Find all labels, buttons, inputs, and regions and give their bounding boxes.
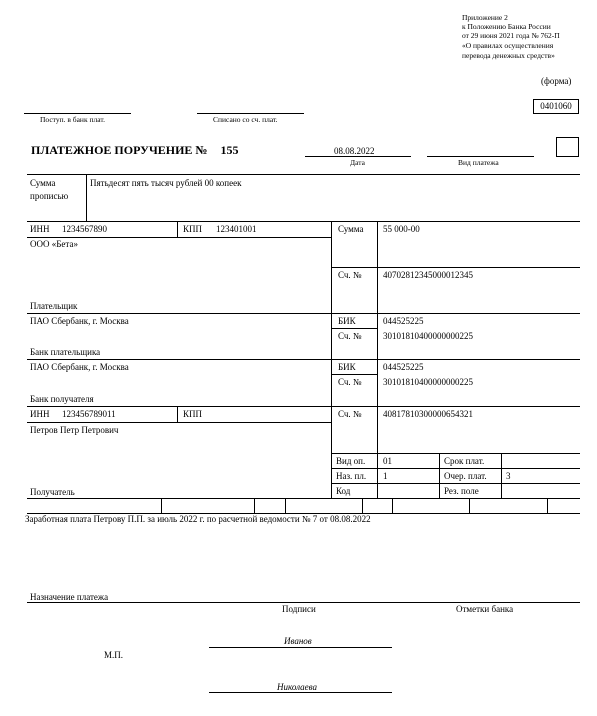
payer-kpp-label: КПП: [183, 224, 203, 234]
op-type: 01: [383, 456, 392, 466]
grid-line: [27, 221, 580, 222]
recipient-account: 40817810300000654321: [383, 409, 473, 419]
appendix-line-3: от 29 июня 2021 года № 762-П: [462, 31, 560, 40]
bank-marks-label: Отметки банка: [456, 604, 514, 614]
recipient-kpp-label: КПП: [183, 409, 203, 419]
grid-line: [285, 498, 286, 513]
amount-words-divider: [86, 174, 87, 221]
grid-line: [547, 498, 548, 513]
purpose-text: Заработная плата Петрову П.П. за июль 2022 г. по расчетной ведомости № 7 от 08.08.2022: [25, 514, 371, 524]
signature-1: Иванов: [284, 636, 312, 646]
grid-line: [501, 453, 502, 498]
date-value: 08.08.2022: [334, 146, 375, 156]
payment-type-label: Вид платежа: [458, 158, 499, 167]
recipient-inn: 123456789011: [62, 409, 116, 419]
grid-line: [161, 498, 162, 513]
appendix-line-5: перевода денежных средств»: [462, 51, 555, 60]
payer-bank-account-label: Сч. №: [338, 331, 362, 341]
form-code: 0401060: [540, 101, 572, 111]
signature-1-line: [209, 647, 392, 648]
payer-account: 40702812345000012345: [383, 270, 473, 280]
date-label: Дата: [350, 158, 365, 167]
amount-words-label-1: Сумма: [30, 178, 56, 188]
amount-value: 55 000-00: [383, 224, 420, 234]
payer-kpp: 123401001: [216, 224, 257, 234]
payer-bank-bik: 044525225: [383, 316, 424, 326]
purpose-bottom-line: [27, 602, 580, 603]
grid-line: [469, 498, 470, 513]
purpose-code: 1: [383, 471, 388, 481]
grid-line: [177, 221, 178, 237]
form-code-box: [533, 99, 579, 114]
recipient-caption: Получатель: [30, 487, 75, 497]
signatures-label: Подписи: [282, 604, 316, 614]
debited-line: [197, 113, 304, 114]
title-text: ПЛАТЕЖНОЕ ПОРУЧЕНИЕ №: [31, 143, 208, 157]
grid-line: [331, 483, 580, 484]
purpose-caption: Назначение платежа: [30, 592, 109, 602]
recipient-bank-bik: 044525225: [383, 362, 424, 372]
grid-line: [331, 328, 377, 329]
payer-caption: Плательщик: [30, 301, 78, 311]
signature-2: Николаева: [277, 682, 318, 692]
payer-bank-name: ПАО Сбербанк, г. Москва: [30, 316, 129, 326]
form-label: (форма): [541, 76, 572, 86]
stamp-label: М.П.: [104, 650, 124, 660]
recipient-bank-caption: Банк получателя: [30, 394, 94, 404]
grid-line: [331, 267, 580, 268]
appendix-line-1: Приложение 2: [462, 13, 508, 22]
document-title: [31, 143, 238, 158]
purpose-code-label: Наз. пл.: [336, 471, 367, 481]
grid-line: [27, 498, 580, 499]
received-line: [24, 113, 131, 114]
payer-inn-label: ИНН: [30, 224, 50, 234]
recipient-bank-bik-label: БИК: [338, 362, 356, 372]
grid-line: [27, 313, 580, 314]
grid-line: [331, 453, 580, 454]
amount-label: Сумма: [338, 224, 364, 234]
amount-words: Пятьдесят пять тысяч рублей 00 копеек: [90, 178, 242, 188]
recipient-inn-label: ИНН: [30, 409, 50, 419]
debited-label: Списано со сч. плат.: [213, 115, 278, 124]
document-number: 155: [220, 143, 239, 157]
payer-bank-caption: Банк плательщика: [30, 347, 101, 357]
grid-line: [392, 498, 393, 513]
recipient-bank-name: ПАО Сбербанк, г. Москва: [30, 362, 129, 372]
priority-label: Очер. плат.: [444, 471, 487, 481]
grid-line: [27, 237, 332, 238]
recipient-bank-corr-account: 30101810400000000225: [383, 377, 473, 387]
status-box: [556, 137, 579, 157]
appendix-line-2: к Положению Банка России: [462, 22, 551, 31]
payer-inn: 1234567890: [62, 224, 107, 234]
grid-line: [27, 422, 332, 423]
amount-words-label-2: прописью: [30, 191, 69, 201]
payer-name: ООО «Бета»: [30, 239, 78, 249]
priority: 3: [506, 471, 511, 481]
grid-line: [177, 406, 178, 422]
payment-term-label: Срок плат.: [444, 456, 485, 466]
appendix-line-4: «О правилах осуществления: [462, 41, 554, 50]
payer-bank-corr-account: 30101810400000000225: [383, 331, 473, 341]
grid-line: [27, 406, 580, 407]
payer-bank-bik-label: БИК: [338, 316, 356, 326]
grid-line: [331, 468, 580, 469]
signature-2-line: [209, 692, 392, 693]
op-type-label: Вид оп.: [336, 456, 366, 466]
amount-words-top-line: [27, 174, 580, 175]
recipient-bank-account-label: Сч. №: [338, 377, 362, 387]
date-line: [305, 156, 411, 157]
grid-line: [362, 498, 363, 513]
grid-line: [439, 453, 440, 498]
recipient-name: Петров Петр Петрович: [30, 425, 119, 435]
payment-type-line: [427, 156, 534, 157]
grid-line: [331, 374, 377, 375]
received-label: Поступ. в банк плат.: [40, 115, 105, 124]
grid-line: [27, 359, 580, 360]
code-label: Код: [336, 486, 351, 496]
recipient-account-label: Сч. №: [338, 409, 362, 419]
grid-line: [254, 498, 255, 513]
reserve-label: Рез. поле: [444, 486, 479, 496]
payer-account-label: Сч. №: [338, 270, 362, 280]
